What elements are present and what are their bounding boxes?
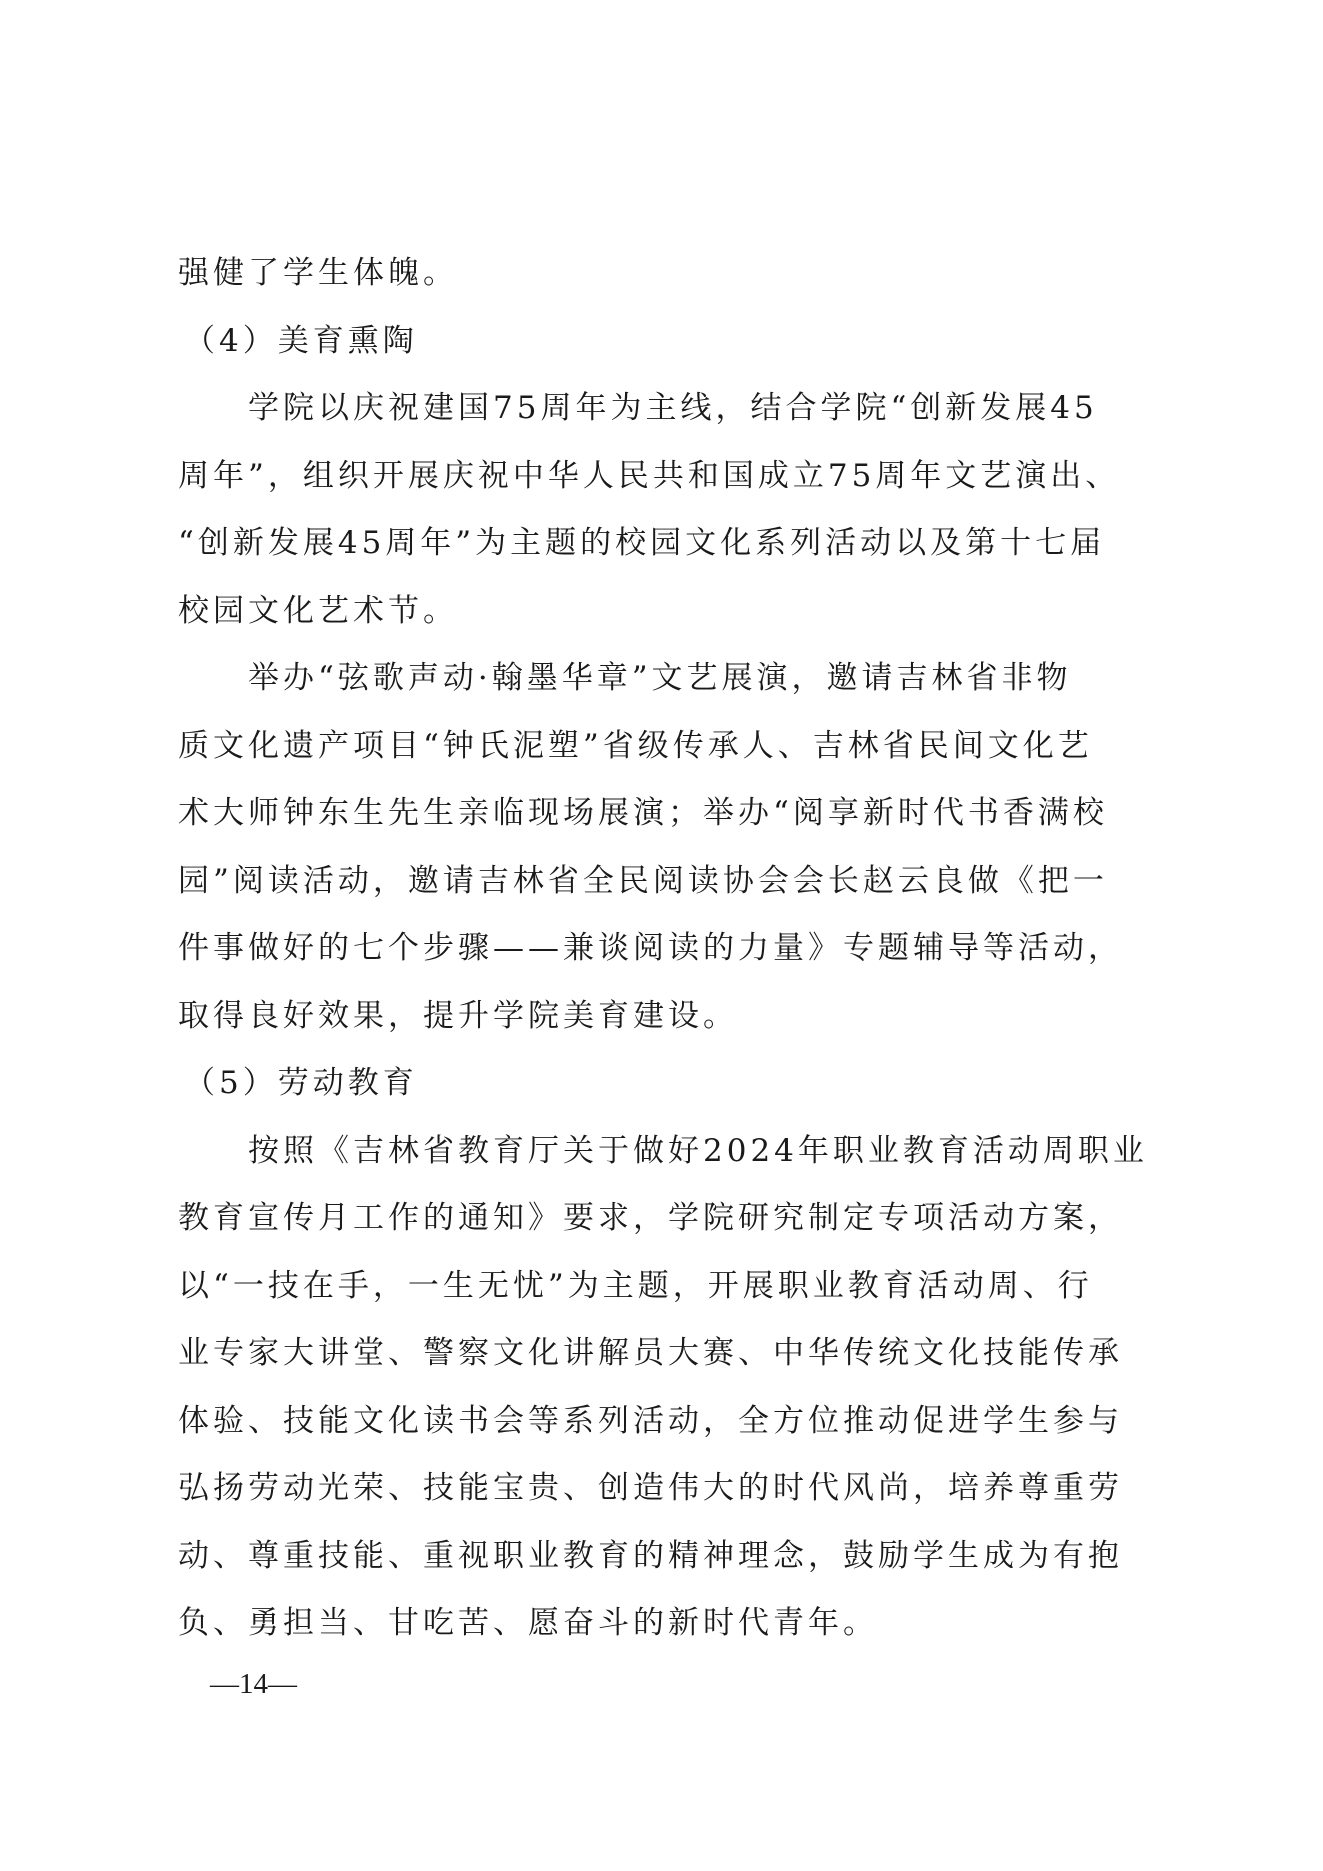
body-text <box>178 240 1158 1658</box>
page-number: —14— <box>210 1668 297 1700</box>
text-line: 校园文化艺术节。 <box>178 592 458 629</box>
text-line: 业专家大讲堂、警察文化讲解员大赛、中华传统文化技能传承 <box>178 1335 1123 1371</box>
text-line: 教育宣传月工作的通知》要求，学院研究制定专项活动方案， <box>178 1200 1123 1236</box>
text-line: “创新发展45周年”为主题的校园文化系列活动以及第十七届 <box>178 525 1106 561</box>
text-line: 体验、技能文化读书会等系列活动，全方位推动促进学生参与 <box>178 1402 1123 1439</box>
text-line: 弘扬劳动光荣、技能宝贵、创造伟大的时代风尚，培养尊重劳 <box>178 1470 1123 1506</box>
text-line: 按照《吉林省教育厅关于做好2024年职业教育活动周职业 <box>248 1132 1148 1169</box>
text-line: 件事做好的七个步骤——兼谈阅读的力量》专题辅导等活动， <box>178 930 1123 966</box>
text-line: 动、尊重技能、重视职业教育的精神理念，鼓励学生成为有抱 <box>178 1537 1123 1574</box>
text-line: 举办“弦歌声动·翰墨华章”文艺展演，邀请吉林省非物 <box>248 660 1072 696</box>
text-line: 质文化遗产项目“钟氏泥塑”省级传承人、吉林省民间文化艺 <box>178 727 1093 764</box>
text-line: 负、勇担当、甘吃苦、愿奋斗的新时代青年。 <box>178 1605 878 1641</box>
text-line: 取得良好效果，提升学院美育建设。 <box>178 997 738 1034</box>
text-line: 强健了学生体魄。 <box>178 255 458 291</box>
text-line: 术大师钟东生先生亲临现场展演；举办“阅享新时代书香满校 <box>178 795 1108 831</box>
text-line: 园”阅读活动，邀请吉林省全民阅读协会会长赵云良做《把一 <box>178 862 1108 899</box>
text-line: 以“一技在手，一生无忧”为主题，开展职业教育活动周、行 <box>178 1267 1093 1304</box>
section-heading-labor-education: （5）劳动教育 <box>184 1065 418 1101</box>
section-heading-aesthetic-education: （4）美育熏陶 <box>184 322 418 359</box>
text-line: 学院以庆祝建国75周年为主线，结合学院“创新发展45 <box>248 390 1098 426</box>
text-line: 周年”，组织开展庆祝中华人民共和国成立75周年文艺演出、 <box>178 457 1121 494</box>
